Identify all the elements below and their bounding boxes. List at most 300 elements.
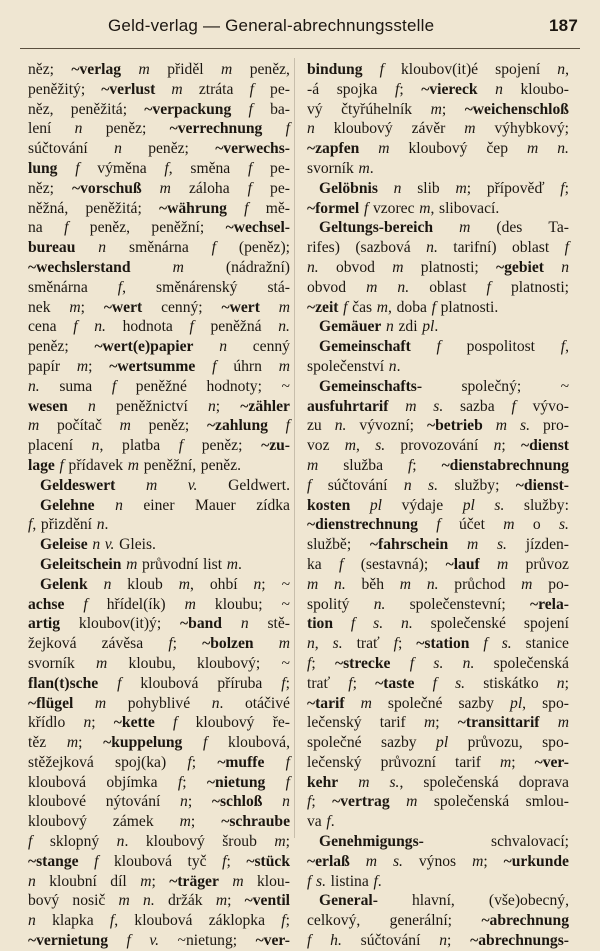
word: f [211, 239, 216, 257]
entry-line [307, 575, 569, 595]
word: f [363, 199, 369, 217]
entry-line [307, 852, 569, 872]
word: kloubov(it)ý; [78, 615, 162, 633]
word: m [184, 595, 196, 613]
word: klou- [257, 872, 290, 890]
word: něžná, [28, 199, 69, 217]
word: m [119, 417, 131, 435]
word: General- [319, 892, 378, 910]
entry-line [28, 832, 290, 852]
word: společenská [493, 654, 569, 672]
word: f [94, 852, 99, 870]
word: súčtování [360, 932, 421, 950]
word: ~währung [159, 199, 227, 217]
word: pro- [542, 417, 569, 435]
word: m [221, 61, 233, 78]
entry-line [28, 753, 290, 773]
word: bindung [307, 61, 363, 78]
word: kloubová [28, 773, 87, 791]
word: vývozní; [359, 417, 414, 435]
entry-line [307, 733, 569, 753]
word: m [503, 516, 515, 534]
word: úhrn [233, 357, 262, 375]
word: v. [104, 536, 115, 554]
word: kloubová [113, 852, 173, 870]
entry-line [28, 595, 290, 615]
word: n [561, 258, 569, 276]
word: Gleis. [119, 536, 156, 554]
running-head: Geld-verlag — General-abrechnungsstelle [108, 16, 435, 35]
word: n. [211, 694, 224, 712]
word: ~zapfen [307, 140, 360, 158]
word: po- [548, 575, 569, 593]
word: f [203, 734, 208, 752]
word: záklopka [208, 912, 266, 930]
word: zídka [256, 496, 290, 514]
word: m [94, 694, 107, 712]
word: f [247, 179, 252, 197]
word: s. [496, 536, 507, 554]
word: kloubový; [197, 654, 261, 672]
entry-line [28, 535, 290, 555]
word: f [343, 298, 348, 316]
word: příruba [217, 674, 263, 692]
word: s. [433, 397, 444, 415]
word: hlavní, [411, 892, 455, 910]
word: f, [164, 159, 173, 177]
word: čas [352, 298, 373, 316]
word: f [409, 654, 415, 672]
entry-line [28, 238, 290, 258]
word: přípověď [486, 179, 545, 197]
word: spojka [336, 80, 378, 98]
word: m; [455, 179, 472, 197]
entry-line [28, 298, 290, 318]
word: pl, [510, 694, 527, 712]
word: m [28, 417, 40, 435]
entry-line [307, 713, 569, 733]
word: (nádražní) [225, 258, 290, 276]
word: peněžná [210, 318, 262, 336]
word: n [219, 338, 227, 356]
word: ~bolzen [202, 635, 254, 653]
word: na [28, 219, 43, 237]
word: f [117, 674, 122, 692]
word: f [64, 219, 69, 237]
entry-line [28, 555, 290, 575]
word: tion [307, 615, 333, 633]
word: f [212, 357, 217, 375]
word: výdaje [401, 496, 444, 514]
entry-line [28, 476, 290, 496]
word: m [399, 575, 412, 593]
word: m [96, 654, 108, 672]
word: m [127, 456, 140, 474]
word: tyč [187, 852, 207, 870]
word: m; [66, 734, 83, 752]
word: těz [28, 734, 47, 752]
word: m [159, 179, 171, 197]
word: n, [91, 437, 104, 455]
word: m [118, 892, 130, 910]
word: spojení [523, 615, 569, 633]
word: kloubní [49, 872, 97, 890]
word: (peněz); [238, 239, 290, 257]
word: ~wechsel- [225, 219, 290, 237]
word: slib [417, 179, 440, 197]
word: voz [307, 437, 330, 455]
word: ~zeit [307, 298, 339, 316]
word: ~formel [307, 199, 360, 217]
word: s. [520, 417, 530, 435]
word: m [557, 714, 569, 732]
entry-line [307, 496, 569, 516]
word: f [486, 278, 491, 296]
word: s. [494, 496, 505, 514]
entry-line [307, 416, 569, 436]
word: peněžní, [143, 456, 197, 474]
word: s., [389, 773, 404, 791]
word: cena [28, 318, 57, 336]
word: s. [392, 852, 403, 870]
word: n; [208, 397, 221, 415]
word: kloubový [28, 813, 87, 831]
word: rifes) [307, 239, 340, 257]
word: svorník [28, 654, 75, 672]
entry-line [307, 634, 569, 654]
word: ~verpackung [144, 100, 232, 118]
word: ~abrechnung [481, 912, 569, 930]
entry-line [307, 773, 569, 793]
word: společenstevní; [409, 595, 506, 613]
entry-line [307, 674, 569, 694]
entry-line [307, 337, 569, 357]
word: -á [307, 80, 320, 98]
word: ka [307, 555, 322, 573]
word: průvoz [525, 555, 569, 573]
word: n. [334, 575, 346, 593]
entry-line [307, 377, 569, 397]
word: f [350, 615, 356, 633]
word: díl [110, 872, 127, 890]
entry-line [307, 199, 569, 219]
word: f [307, 476, 312, 494]
word: m, [419, 199, 435, 217]
word: m; [430, 100, 447, 118]
word: ~verlag [71, 61, 122, 78]
word: f [126, 932, 131, 950]
word: f [379, 61, 384, 78]
entry-line [307, 258, 569, 278]
entry-line [28, 199, 290, 219]
word: směnárna [129, 239, 189, 257]
word: flan(t)sche [28, 674, 99, 692]
word: sazby [458, 694, 494, 712]
word: n. [278, 318, 290, 336]
word: společný; [461, 377, 522, 395]
word: ~strecke [334, 654, 391, 672]
word: Geleise [40, 536, 88, 554]
word: sazba [460, 397, 495, 415]
word: směnárenský [156, 278, 238, 296]
word: cenný; [161, 298, 203, 316]
word: peněžnictví [115, 397, 188, 415]
word: f; [307, 654, 316, 672]
word: hodnoty; [206, 377, 262, 395]
word: ~ver- [255, 932, 290, 950]
entry-line [28, 159, 290, 179]
entry-line [28, 278, 290, 298]
word: m, [178, 575, 194, 593]
word: společenská [423, 773, 499, 791]
word: pospolitost [466, 338, 536, 356]
word: otáčivé [244, 694, 290, 712]
word: s. [433, 654, 444, 672]
word: n. [426, 575, 439, 593]
word: přizdění [40, 516, 93, 534]
word: peněz; [201, 437, 243, 455]
entry-line [307, 614, 569, 634]
word: jízden- [525, 536, 569, 554]
word: schvalovací; [491, 833, 569, 851]
word: n; [439, 932, 452, 950]
word: ~erlaß [307, 852, 350, 870]
entry-line [307, 515, 569, 535]
word: kosten [307, 496, 351, 514]
word: ~ [281, 595, 290, 613]
word: list [203, 555, 223, 573]
word: službě; [307, 536, 352, 554]
word: papír [28, 357, 61, 375]
word: trať [356, 635, 380, 653]
word: stá- [267, 278, 290, 296]
word: tarif [455, 753, 481, 771]
word: kloubový [408, 140, 468, 158]
word: Ta- [548, 219, 569, 237]
entry-line [28, 792, 290, 812]
word: m [365, 852, 377, 870]
word: ~verlust [101, 80, 156, 98]
word: výnos [418, 852, 457, 870]
word: držák [167, 892, 203, 910]
word: f; [307, 793, 316, 811]
word: peněžitá; [70, 100, 128, 118]
word: pl [369, 496, 383, 514]
word: slibovací. [439, 199, 500, 217]
word: ~ [281, 654, 290, 672]
entry-line [307, 80, 569, 100]
entry-line [28, 496, 290, 516]
word: ~vernietung [28, 932, 109, 950]
word: klapka [52, 912, 94, 930]
word: f [247, 159, 253, 177]
word: závěsa [101, 635, 144, 653]
word: s. [375, 437, 386, 455]
word: zámek [112, 813, 154, 831]
word: peněžné [135, 377, 187, 395]
word: s. [455, 674, 466, 692]
word: ~ [281, 575, 290, 593]
word: ~zahlung [206, 417, 268, 435]
word: m; [179, 813, 196, 831]
word: m [358, 773, 370, 791]
word: lení [28, 120, 52, 138]
word: ~wertsumme [109, 357, 196, 375]
word: f; [281, 912, 290, 930]
word: f [436, 338, 441, 356]
word: žejková [28, 635, 77, 653]
word: m [171, 80, 183, 98]
word: m. [226, 555, 242, 573]
word: m; [423, 714, 440, 732]
word: n. [426, 239, 438, 257]
word: n [115, 496, 123, 514]
word: ~weichenschloß [464, 100, 569, 118]
word: (vše)obecný, [488, 892, 569, 910]
word: Genehmigungs- [319, 833, 424, 851]
entry-line [307, 891, 569, 911]
word: n [393, 179, 402, 197]
word: ~träger [169, 872, 219, 890]
word: n; [556, 674, 569, 692]
word: kloubový [145, 833, 205, 851]
entry-line [28, 812, 290, 832]
entry-line [307, 317, 569, 337]
word: doba [396, 298, 427, 316]
word: f [189, 318, 194, 336]
word: ~muffe [217, 753, 265, 771]
word: peněz; [28, 338, 69, 356]
word: Gemeinschaft [319, 338, 411, 356]
word: m [497, 555, 509, 573]
word: m [278, 635, 290, 653]
word: n; [83, 714, 96, 732]
word: ~kette [113, 714, 155, 732]
word: zdi [398, 318, 418, 336]
word: m [392, 258, 404, 276]
word: n [307, 120, 315, 138]
word: pe- [270, 179, 290, 197]
word: ~betrieb [427, 417, 483, 435]
word: ~dienstabrechnung [441, 456, 569, 474]
word: ohbí [209, 575, 238, 593]
word: ~tarif [307, 694, 345, 712]
word: n [28, 872, 36, 890]
word: křídlo [28, 714, 66, 732]
word: n [88, 397, 96, 415]
entry-line [28, 733, 290, 753]
entry-line [307, 535, 569, 555]
word: počítač [56, 417, 102, 435]
entry-line [28, 436, 290, 456]
entry-line [28, 416, 290, 436]
word: f [339, 555, 344, 573]
word: m [278, 298, 290, 316]
entry-line [28, 614, 290, 634]
entry-line [28, 139, 290, 159]
word: m; [499, 753, 516, 771]
word: spojení [495, 61, 541, 78]
entry-line [307, 159, 569, 179]
word: něz; [28, 179, 54, 197]
word: kehr [307, 773, 339, 791]
word: f, [560, 338, 569, 356]
word: m [145, 476, 158, 494]
right-column [307, 60, 569, 951]
word: ~taste [375, 674, 415, 692]
word: n [92, 536, 101, 554]
word: pl. [422, 318, 439, 336]
entry-line [28, 337, 290, 357]
word: f; [281, 674, 290, 692]
word: společenství [307, 357, 385, 375]
word: v. [187, 476, 198, 494]
word: služby; [454, 476, 500, 494]
word: ~ [281, 377, 290, 395]
word: m [405, 397, 417, 415]
word: trať [307, 674, 331, 692]
word: Gelöbnis [319, 179, 378, 197]
word: ~zähler [240, 397, 290, 415]
word: n. [28, 377, 40, 395]
word: f [431, 298, 436, 316]
word: f [285, 753, 290, 771]
word: ~schraube [221, 813, 290, 831]
word: n. [307, 258, 319, 276]
word: ba- [270, 100, 290, 118]
entry-line [28, 515, 290, 535]
word: mě- [265, 199, 290, 217]
word: obvod [335, 258, 375, 276]
word: Gelenk [40, 575, 88, 593]
word: čep [486, 140, 509, 158]
word: běh [361, 575, 385, 593]
word: peněz; [148, 140, 189, 158]
word: kloubový [333, 120, 393, 138]
word: ~flügel [28, 694, 74, 712]
word: ~dienstrechnung [307, 516, 418, 534]
entry-line [28, 634, 290, 654]
header-rule [20, 48, 580, 49]
word: zu [307, 417, 322, 435]
word: sklopný [49, 833, 100, 851]
word: vzorec [372, 199, 415, 217]
word: f [244, 199, 249, 217]
word: objímka [106, 773, 158, 791]
word: ~dienst [521, 437, 569, 455]
word: Geltungs-bereich [319, 219, 434, 237]
word: ausfuhrtarif [307, 397, 389, 415]
word: f; [168, 635, 177, 653]
word: stiskátko [483, 674, 539, 692]
word: stanice [525, 635, 569, 653]
word: f [432, 674, 437, 692]
word: nek [28, 298, 51, 316]
word: v. [149, 932, 160, 950]
entry-line [307, 792, 569, 812]
word: ~verrechnung [169, 120, 263, 138]
word: ~fahrschein [369, 536, 449, 554]
word: f. [373, 872, 382, 890]
word: ~stück [246, 852, 290, 870]
word: Gelehne [40, 496, 95, 514]
word: Geldwert. [228, 476, 290, 494]
entry-line [28, 713, 290, 733]
word: m [172, 258, 184, 276]
word: f [73, 318, 78, 336]
word: výměna [97, 159, 147, 177]
page-header [20, 16, 578, 42]
